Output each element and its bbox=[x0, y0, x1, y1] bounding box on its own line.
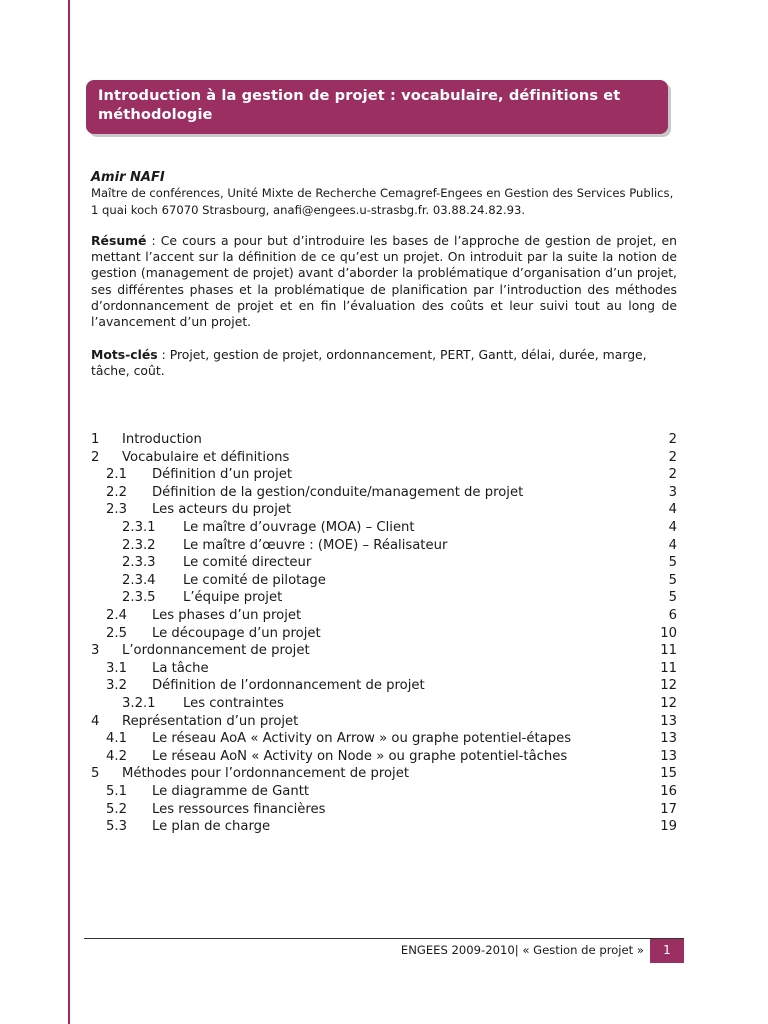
document-title: Introduction à la gestion de projet : vocabulaire, définitions et méthodologie bbox=[98, 87, 621, 123]
toc-number: 2.3.2 bbox=[122, 537, 156, 553]
toc-number: 5.1 bbox=[106, 784, 127, 799]
toc-entry[interactable] bbox=[0, 484, 677, 502]
toc-number: 5 bbox=[91, 766, 100, 782]
toc-title: Méthodes pour l’ordonnancement de projet bbox=[122, 766, 409, 782]
toc-title: Définition de l’ordonnancement de projet bbox=[152, 678, 425, 694]
toc-number: 4 bbox=[91, 713, 100, 729]
toc-page: 5 bbox=[668, 572, 677, 588]
toc-title: L’équipe projet bbox=[183, 590, 283, 606]
toc-page: 5 bbox=[668, 590, 677, 606]
toc-number: 2.3.5 bbox=[122, 590, 156, 606]
page-number-badge: 1 bbox=[650, 939, 684, 963]
toc-number: 3.2.1 bbox=[122, 696, 156, 711]
toc-entry[interactable] bbox=[0, 554, 677, 572]
toc-entry[interactable] bbox=[0, 537, 677, 555]
toc-entry[interactable] bbox=[0, 713, 677, 731]
toc-title: Définition d’un projet bbox=[152, 467, 293, 483]
toc-entry[interactable] bbox=[0, 818, 677, 836]
toc-page: 16 bbox=[660, 784, 677, 799]
toc-title: Le maître d’ouvrage (MOA) – Client bbox=[183, 520, 415, 535]
toc-number: 2.2 bbox=[106, 484, 127, 500]
toc-number: 2.3 bbox=[106, 502, 127, 518]
toc-entry[interactable] bbox=[0, 431, 677, 449]
footer-divider bbox=[84, 938, 684, 939]
toc-page: 4 bbox=[668, 502, 677, 518]
toc-title: Les acteurs du projet bbox=[152, 502, 292, 518]
toc-title: Le comité directeur bbox=[183, 555, 312, 571]
toc-number: 3.1 bbox=[106, 660, 127, 676]
toc-number: 2.3.1 bbox=[122, 520, 156, 535]
toc-title: Les ressources financières bbox=[152, 801, 326, 817]
toc-number: 4.2 bbox=[106, 748, 127, 764]
toc-number: 5.3 bbox=[106, 819, 127, 835]
toc-page: 19 bbox=[660, 819, 677, 835]
title-banner bbox=[86, 80, 668, 134]
toc-page: 3 bbox=[668, 484, 677, 500]
toc-page: 13 bbox=[660, 713, 677, 729]
toc-title: Le diagramme de Gantt bbox=[152, 784, 310, 799]
toc-number: 2.4 bbox=[106, 608, 127, 623]
toc-title: Le plan de charge bbox=[152, 819, 271, 835]
toc-number: 5.2 bbox=[106, 801, 127, 817]
toc-title: Les phases d’un projet bbox=[152, 608, 302, 623]
toc-entry[interactable] bbox=[0, 589, 677, 607]
toc-page: 4 bbox=[668, 537, 677, 553]
toc-entry[interactable] bbox=[0, 695, 677, 713]
toc-page: 2 bbox=[668, 467, 677, 483]
toc-page: 11 bbox=[660, 643, 677, 659]
keywords bbox=[91, 347, 677, 379]
toc-entry[interactable] bbox=[0, 642, 677, 660]
toc-title: Définition de la gestion/conduite/management de projet bbox=[152, 484, 524, 500]
toc-number: 1 bbox=[91, 432, 100, 447]
toc-title: Le maître d’œuvre : (MOE) – Réalisateur bbox=[183, 537, 448, 553]
footer-text: ENGEES 2009-2010| « Gestion de projet » bbox=[400, 943, 644, 957]
author-affiliation: Maître de conférences, Unité Mixte de Recherche Cemagref-Engees en Gestion des Services Publics, 1 quai koch 67070 Strasbourg, anafi@engees.u-strasbg.fr. 03.88.24.82.93. bbox=[91, 186, 674, 217]
toc-entry[interactable] bbox=[0, 748, 677, 766]
toc-title: Représentation d’un projet bbox=[122, 713, 299, 729]
toc-page: 2 bbox=[668, 432, 677, 447]
toc-entry[interactable] bbox=[0, 677, 677, 695]
toc-entry[interactable] bbox=[0, 449, 677, 467]
author-name: Amir NAFI bbox=[91, 170, 165, 185]
toc-title: Le réseau AoN « Activity on Node » ou graphe potentiel-tâches bbox=[152, 748, 568, 764]
toc-title: Introduction bbox=[122, 432, 202, 447]
toc-page: 17 bbox=[660, 801, 677, 817]
toc-entry[interactable] bbox=[0, 801, 677, 819]
toc-entry[interactable] bbox=[0, 765, 677, 783]
toc-page: 11 bbox=[660, 660, 677, 676]
toc-entry[interactable] bbox=[0, 519, 677, 537]
toc-page: 2 bbox=[668, 449, 677, 465]
keywords-label: Mots-clés bbox=[91, 347, 158, 362]
toc-page: 10 bbox=[660, 625, 677, 641]
toc-entry[interactable] bbox=[0, 572, 677, 590]
abstract-label: Résumé bbox=[91, 233, 147, 248]
toc-title: Vocabulaire et définitions bbox=[122, 449, 290, 465]
toc-number: 2.3.3 bbox=[122, 555, 156, 571]
toc-entry[interactable] bbox=[0, 783, 677, 801]
toc-number: 3.2 bbox=[106, 678, 127, 694]
toc-title: Le réseau AoA « Activity on Arrow » ou graphe potentiel-étapes bbox=[152, 731, 572, 747]
toc-page: 5 bbox=[668, 555, 677, 571]
toc-entry[interactable] bbox=[0, 607, 677, 625]
toc-entry[interactable] bbox=[0, 625, 677, 643]
toc-title: Le découpage d’un projet bbox=[152, 625, 321, 641]
toc-entry[interactable] bbox=[0, 466, 677, 484]
toc-page: 12 bbox=[660, 678, 677, 694]
toc-page: 4 bbox=[668, 520, 677, 535]
toc-title: Le comité de pilotage bbox=[183, 572, 326, 588]
toc-page: 13 bbox=[660, 731, 677, 747]
toc-title: L’ordonnancement de projet bbox=[122, 643, 310, 659]
toc-number: 2.5 bbox=[106, 625, 127, 641]
toc-entry[interactable] bbox=[0, 660, 677, 678]
toc-number: 2.1 bbox=[106, 467, 127, 483]
toc-page: 13 bbox=[660, 748, 677, 764]
toc-page: 15 bbox=[660, 766, 677, 782]
toc-page: 6 bbox=[668, 608, 677, 623]
toc-title: La tâche bbox=[152, 660, 209, 676]
toc-entry[interactable] bbox=[0, 501, 677, 519]
toc-title: Les contraintes bbox=[183, 696, 284, 711]
toc-number: 3 bbox=[91, 643, 100, 659]
toc-entry[interactable] bbox=[0, 730, 677, 748]
keywords-text: : Projet, gestion de projet, ordonnancement, PERT, Gantt, délai, durée, marge, tâche, coût. bbox=[91, 347, 647, 379]
abstract-text: : Ce cours a pour but d’introduire les bases de l’approche de gestion de projet, en mettant l’accent sur la définition de ce qu’est un projet. On introduit par la suite la notion de gestion (management de projet) avant d’aborder la problématique d’organisation d’un projet, ses différentes phases et la problématique de planification par l’introduction des méthodes d’ordonnancement de projet et en fin l’évaluation des coûts et leur suivi tout au long de l’avancement d’un projet. bbox=[91, 233, 677, 330]
abstract bbox=[91, 233, 677, 330]
toc-number: 2 bbox=[91, 449, 100, 465]
toc-number: 4.1 bbox=[106, 731, 127, 747]
toc-page: 12 bbox=[660, 696, 677, 711]
toc-number: 2.3.4 bbox=[122, 572, 156, 588]
